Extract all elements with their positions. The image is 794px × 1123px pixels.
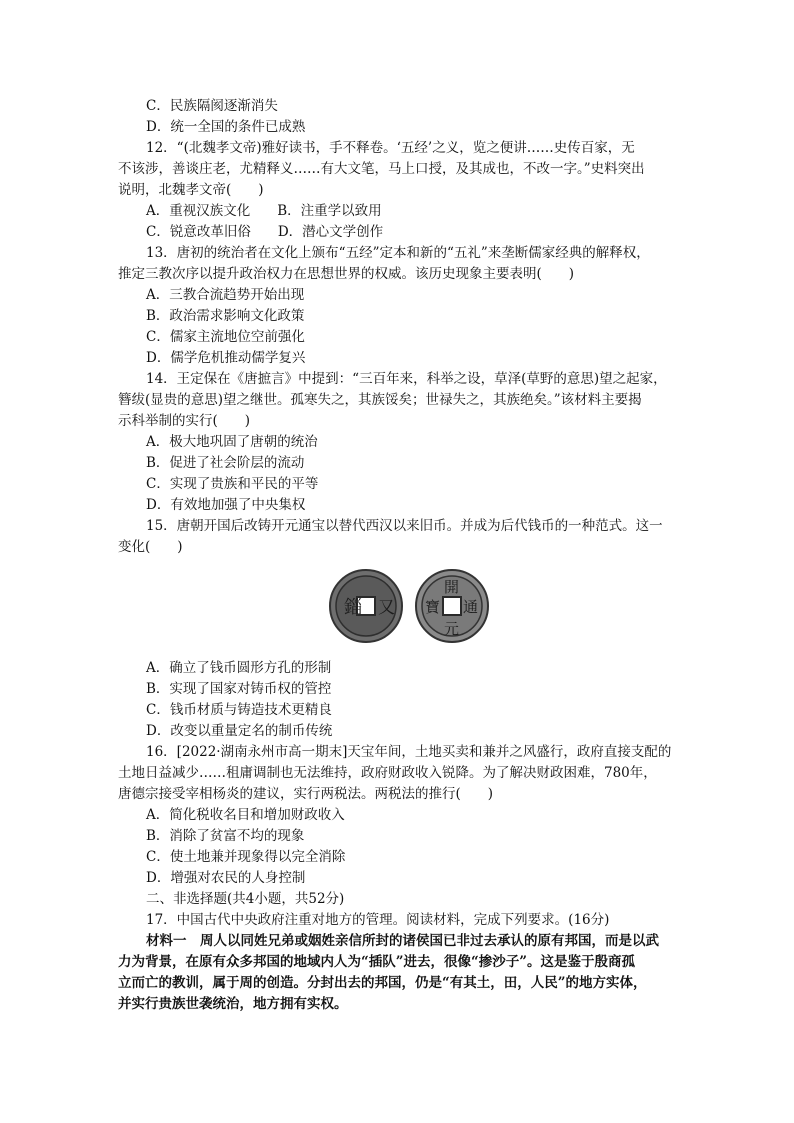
q11-option-c: C．民族隔阂逐渐消失 — [146, 98, 278, 114]
q15-option-b: B．实现了国家对铸币权的管控 — [146, 681, 332, 697]
q12-stem-3: 说明，北魏孝文帝( ) — [118, 182, 264, 198]
q15-stem-2: 变化( ) — [118, 539, 183, 555]
section-heading: 二、非选择题(共4小题，共52分) — [146, 891, 345, 907]
right-coin-char-left: 寶 — [425, 598, 441, 616]
left-coin-char-left: 錙 — [344, 597, 362, 618]
q13-stem-1: 13．唐初的统治者在文化上颁布“五经”定本和新的“五礼”来垄断儒家经典的解释权， — [146, 245, 650, 261]
right-coin-char-bottom: 元 — [444, 620, 460, 638]
q12-options-cd: C．锐意改革旧俗 D．潜心文学创作 — [146, 224, 384, 240]
left-coin-char-right: 又 — [378, 598, 395, 618]
q14-option-b: B．促进了社会阶层的流动 — [146, 455, 305, 471]
q13-option-c: C．儒家主流地位空前强化 — [146, 329, 305, 345]
right-coin-char-top: 開 — [444, 578, 460, 596]
left-coin — [330, 570, 402, 642]
q16-stem-2: 土地日益减少……租庸调制也无法维持，政府财政收入锐降。为了解决财政困难，780年， — [118, 765, 657, 781]
q16-stem-3: 唐德宗接受宰相杨炎的建议，实行两税法。两税法的推行( ) — [118, 786, 494, 802]
q16-option-c: C．使土地兼并现象得以完全消除 — [146, 849, 346, 865]
right-coin — [416, 570, 488, 642]
q17-stem: 17．中国古代中央政府注重对地方的管理。阅读材料，完成下列要求。(16分) — [146, 912, 610, 928]
material-1-line-3: 立而亡的教训，属于周的创造。分封出去的邦国，仍是“有其土，田，人民”的地方实体， — [118, 975, 647, 991]
q12-stem-1: 12．“(北魏孝文帝)雅好读书，手不释卷。‘五经’之义，览之便讲……史传百家，无 — [146, 140, 635, 156]
material-1-line-2: 力为背景，在原有众多邦国的地域内人为“插队”进去，很像“掺沙子”。这是鉴于殷商孤 — [118, 954, 636, 970]
material-1-line-4: 并实行贵族世袭统治，地方拥有实权。 — [118, 996, 348, 1012]
q14-option-d: D．有效地加强了中央集权 — [146, 497, 306, 513]
right-coin-char-right: 通 — [463, 598, 479, 616]
q16-stem-1: 16．[2022·湖南永州市高一期末]天宝年间，土地买卖和兼并之风盛行，政府直接支配的 — [146, 744, 672, 760]
q11-option-d: D．统一全国的条件已成熟 — [146, 119, 306, 135]
q16-option-b: B．消除了贫富不均的现象 — [146, 828, 305, 844]
q14-stem-3: 示科举制的实行( ) — [118, 413, 251, 429]
q13-option-d: D．儒学危机推动儒学复兴 — [146, 350, 306, 366]
q14-stem-2: 簪绂(显贵的意思)望之继世。孤寒失之，其族馁矣；世禄失之，其族绝矣。”该材料主要揭 — [118, 392, 642, 408]
q15-option-c: C．钱币材质与铸造技术更精良 — [146, 702, 332, 718]
coins-image — [328, 568, 492, 644]
q12-stem-2: 不该涉，善谈庄老，尤精释义……有大文笔，马上口授，及其成也，不改一字。”史料突出 — [118, 161, 645, 177]
q15-stem-1: 15．唐朝开国后改铸开元通宝以替代西汉以来旧币。并成为后代钱币的一种范式。这一 — [146, 518, 663, 534]
q15-option-a: A．确立了钱币圆形方孔的形制 — [146, 660, 332, 676]
q16-option-d: D．增强对农民的人身控制 — [146, 870, 306, 886]
q13-stem-2: 推定三教次序以提升政治权力在思想世界的权威。该历史现象主要表明( ) — [118, 266, 575, 282]
q14-stem-1: 14．王定保在《唐摭言》中提到：“三百年来，科举之设，草泽(草野的意思)望之起家， — [146, 371, 667, 387]
material-1-line-1: 材料一 周人以同姓兄弟或姻姓亲信所封的诸侯国已非过去承认的原有邦国，而是以武 — [146, 933, 659, 949]
q13-option-b: B．政治需求影响文化政策 — [146, 308, 305, 324]
q14-option-a: A．极大地巩固了唐朝的统治 — [146, 434, 318, 450]
q13-option-a: A．三教合流趋势开始出现 — [146, 287, 305, 303]
q14-option-c: C．实现了贵族和平民的平等 — [146, 476, 319, 492]
q12-options-ab: A．重视汉族文化 B．注重学以致用 — [146, 203, 382, 219]
q16-option-a: A．简化税收名目和增加财政收入 — [146, 807, 345, 823]
q15-option-d: D．改变以重量定名的制币传统 — [146, 723, 333, 739]
